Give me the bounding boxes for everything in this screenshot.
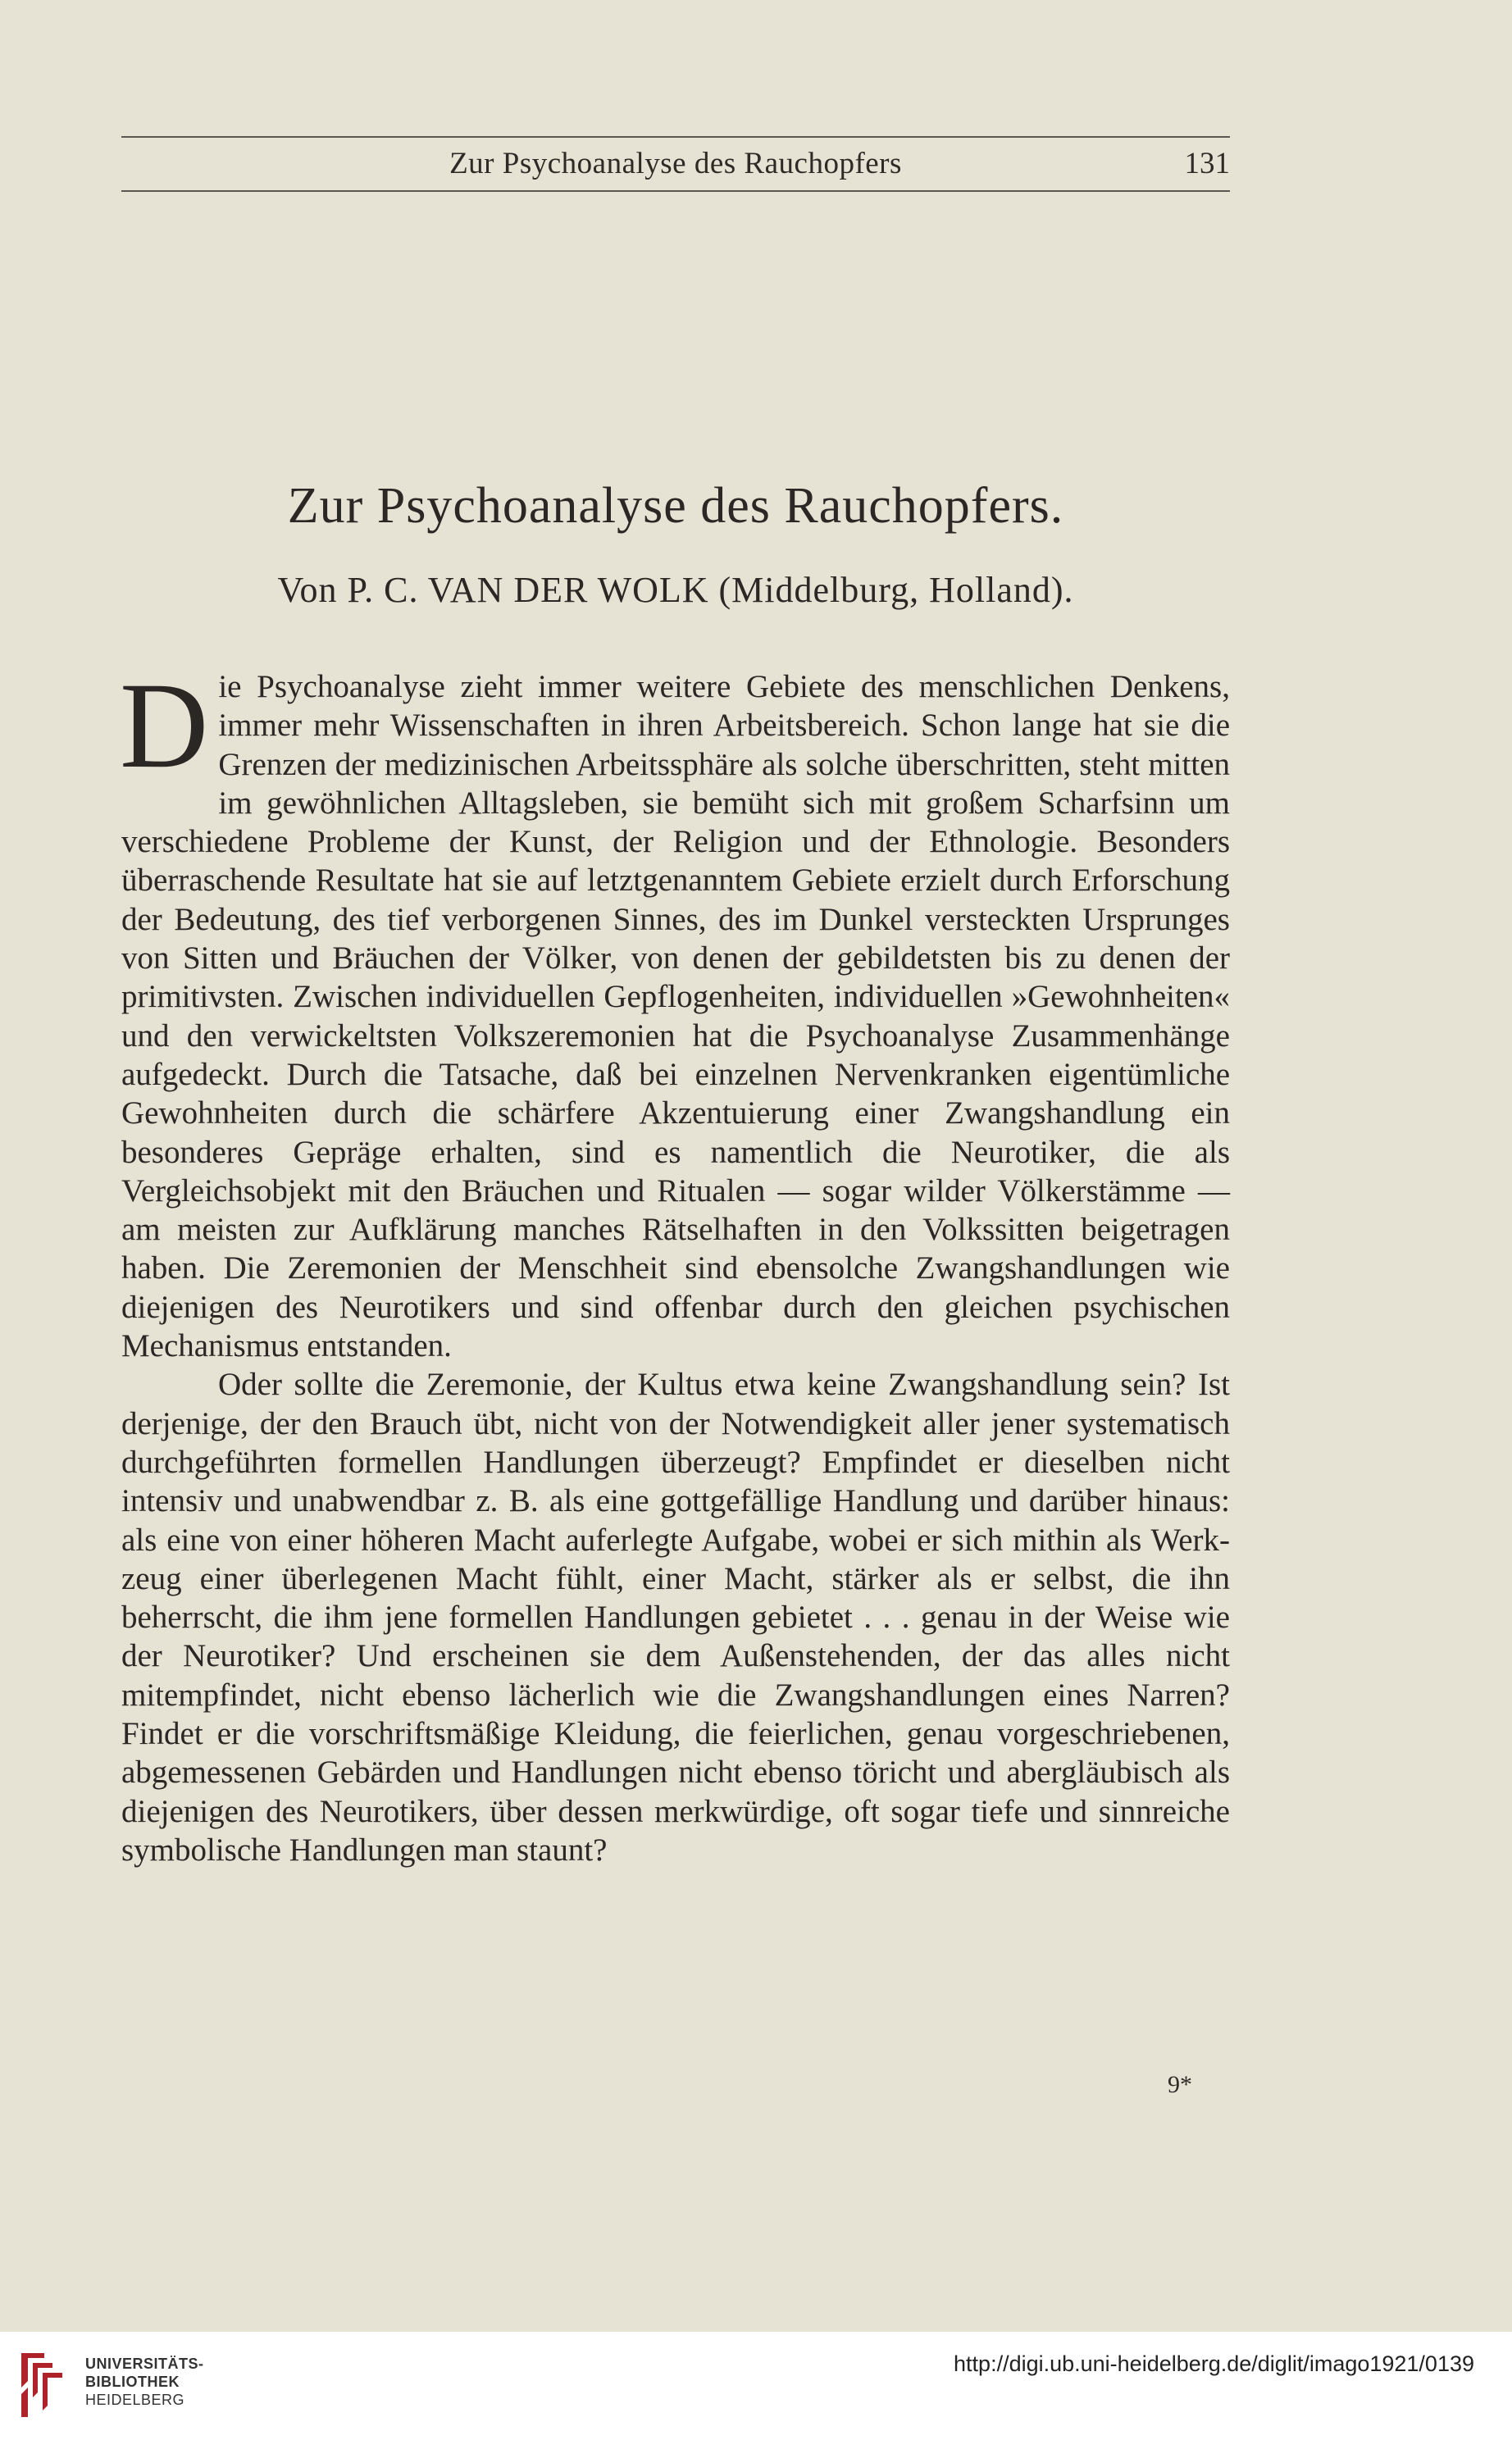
- running-title: Zur Psychoanalyse des Rauchopfers: [449, 147, 902, 180]
- paragraph-1-text: ie Psychoanalyse zieht immer weitere Gebiete des menschlichen Denkens, immer mehr Wissenschaften in ihren Arbeitsbereich. Schon lange hat sie die Grenzen der medizinischen Arbeitssphäre als solche überschritten, steht mitten im gewöhnlichen Alltagsleben, sie bemüht sich mit großem Scharfsinn um verschiedene Probleme der Kunst, der Religion und der Ethnologie. Besonders überraschende Resultate hat sie auf letztgenanntem Gebiete erzielt durch Erforschung der Bedeutung, des tief verborgenen Sinnes, des im Dunkel versteckten Ursprunges von Sitten und Bräuchen der Völker, von denen der gebildetsten bis zu denen der primitivsten. Zwischen individuellen Gepflogenheiten, individuellen »Gewohnheiten« und den verwickeltsten Volkszeremonien hat die Psychoanalyse Zusammenhänge aufgedeckt. Durch die Tatsache, daß bei einzelnen Nervenkranken eigentümliche Gewohnheiten durch die schärfere Akzentuierung einer Zwangshandlung ein besonderes Gepräge erhalten, sind es namentlich die Neurotiker, die als Vergleichsobjekt mit den Bräuchen und Ritualen — sogar wilder Völkerstämme — am meisten zur Aufklärung manches Rätselhaften in den Volkssitten beigetragen haben. Die Zeremonien der Menschheit sind ebensolche Zwangshandlungen wie diejenigen des Neurotikers und sind offenbar durch den gleichen psychischen Mechanismus entstanden.: [121, 669, 1230, 1364]
- drop-cap: D: [120, 658, 209, 794]
- paragraph-1: [120, 658, 1230, 1365]
- header-rule-top: [121, 136, 1230, 138]
- header-rule-bottom: [121, 190, 1230, 192]
- library-logo-icon: [16, 2348, 69, 2424]
- library-name: [85, 2355, 204, 2409]
- page-number: 131: [1184, 147, 1230, 180]
- footer-bar: [0, 2332, 1512, 2440]
- library-name-line-2: BIBLIOTHEK: [85, 2374, 180, 2390]
- signature-mark: 9*: [1168, 2071, 1192, 2098]
- library-name-line-1: UNIVERSITÄTS-: [85, 2356, 204, 2372]
- article-body: [120, 658, 1230, 1869]
- paragraph-2: Oder sollte die Zeremonie, der Kultus etwa keine Zwangshandlung sein? Ist derjenige, der den Brauch übt, nicht von der Notwendigkeit aller jener systematisch durchgeführten formellen Handlungen überzeugt? Empfindet er dieselben nicht intensiv und unabwendbar z. B. als eine gottgefällige Handlung und darüber hinaus: als eine von einer höheren Macht auferlegte Aufgabe, wobei er sich mithin als Werkzeug einer überlegenen Macht fühlt, einer Macht, stärker als er selbst, die ihn beherrscht, die ihm jene formellen Handlungen gebietet . . . genau in der Weise wie der Neurotiker? Und erscheinen sie dem Außenstehenden, der das alles nicht mitempfindet, nicht ebenso lächerlich wie die Zwangshandlungen eines Narren? Findet er die vorschriftsmäßige Kleidung, die feierlichen, genau vorgeschriebenen, abgemessenen Gebärden und Handlungen nicht ebenso töricht und abergläubisch als diejenigen des Neurotikers, über dessen merkwürdige, oft sogar tiefe und sinnreiche symbolische Handlungen man staunt?: [121, 1367, 1230, 1868]
- article-title: Zur Psychoanalyse des Rauchopfers.: [287, 478, 1064, 534]
- article-byline: Von P. C. VAN DER WOLK (Middelburg, Holland).: [277, 570, 1074, 610]
- library-name-line-3: HEIDELBERG: [85, 2392, 185, 2408]
- source-url-link[interactable]: http://digi.ub.uni-heidelberg.de/diglit/imago1921/0139: [954, 2351, 1474, 2376]
